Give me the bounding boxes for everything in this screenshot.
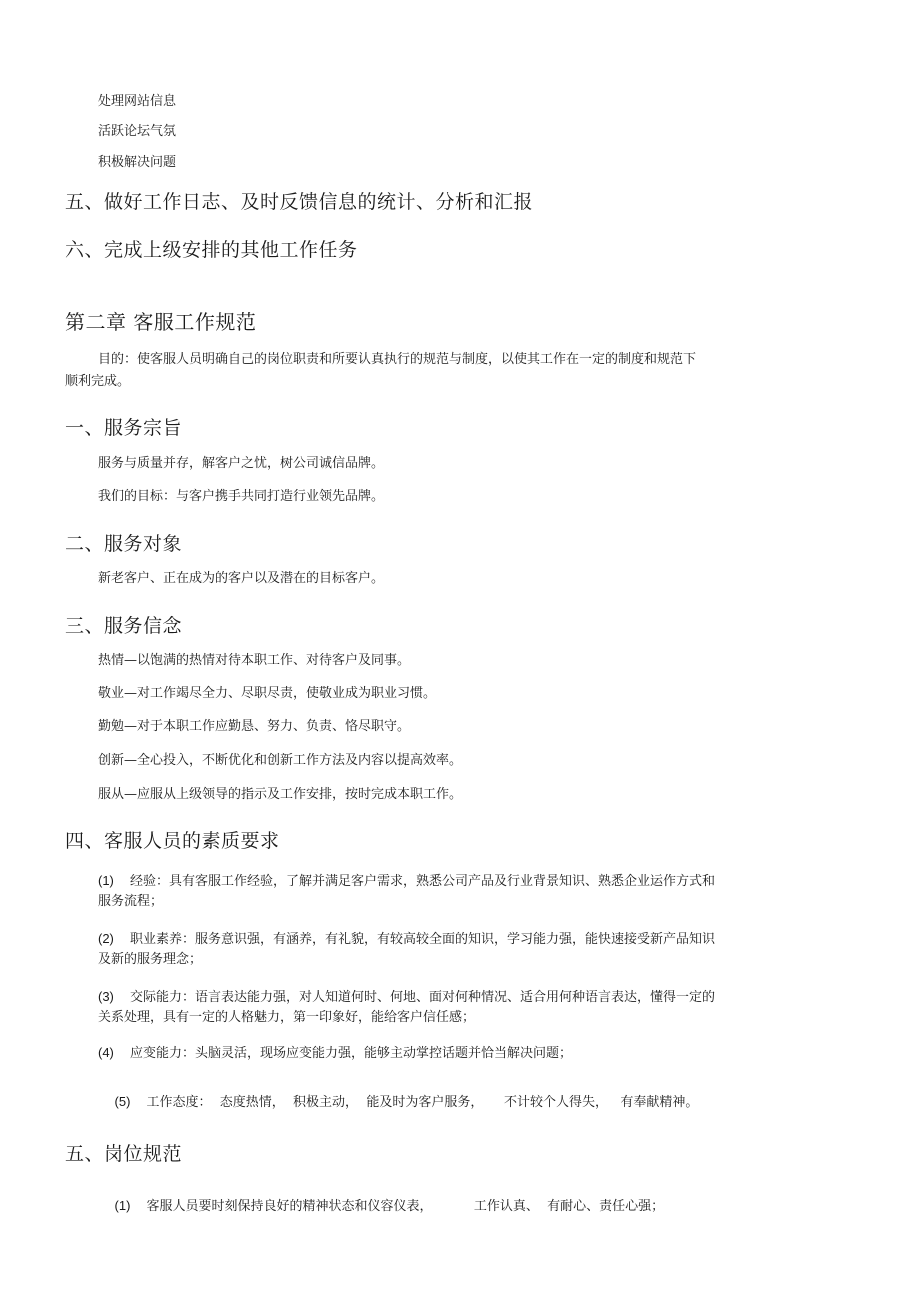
item-text: 交际能力：语言表达能力强，对人知道何时、何地、面对何种情况、适合用何种语言表达，懂得一定的: [130, 990, 716, 1005]
section-item: 新老客户、正在成为的客户以及潜在的目标客户。: [98, 571, 385, 586]
item-text: 应变能力：头脑灵活，现场应变能力强，能够主动掌控话题并恰当解决问题；: [130, 1046, 573, 1061]
item-number: (1): [98, 873, 114, 888]
purpose-line-2: 顺利完成。: [65, 374, 131, 389]
item-text: 职业素养：服务意识强，有涵养，有礼貌，有较高较全面的知识，学习能力强，能快速接受新产品知识: [130, 932, 716, 947]
belief-item: 热情—以饱满的热情对待本职工作、对待客户及同事。: [98, 653, 411, 668]
requirement-item-2: [98, 931, 715, 948]
belief-item: 敬业—对工作竭尽全力、尽职尽责，使敬业成为职业习惯。: [98, 686, 437, 701]
requirement-item-3-cont: 关系处理，具有一定的人格魅力，第一印象好，能给客户信任感；: [98, 1010, 476, 1025]
section-item: 服务与质量并存，解客户之忧，树公司诚信品牌。: [98, 456, 385, 471]
section-title-service-purpose: 一、服务宗旨: [65, 417, 183, 439]
belief-item: 创新—全心投入，不断优化和创新工作方法及内容以提高效率。: [98, 753, 463, 768]
requirement-item-3: [98, 989, 715, 1006]
belief-item: 勤勉—对于本职工作应勤恳、努力、负责、恪尽职守。: [98, 719, 411, 734]
requirement-item-1: [98, 873, 715, 890]
section-item: 我们的目标：与客户携手共同打造行业领先品牌。: [98, 489, 385, 504]
requirement-item-1-cont: 服务流程；: [98, 894, 164, 909]
item-number: (4): [98, 1045, 114, 1060]
duty-item: 处理网站信息: [98, 94, 177, 109]
requirement-item-5: [98, 1078, 698, 1127]
purpose-line-1: 目的：使客服人员明确自己的岗位职责和所要认真执行的规范与制度，以使其工作在一定的制度和规范下: [98, 352, 697, 367]
job-standard-item-1: [98, 1182, 664, 1231]
item-text: 经验：具有客服工作经验，了解并满足客户需求，熟悉公司产品及行业背景知识、熟悉企业运作方式和: [130, 874, 716, 889]
item-number: (5): [114, 1094, 131, 1109]
section-title-quality-requirements: 四、客服人员的素质要求: [65, 830, 280, 852]
requirement-item-4: [98, 1045, 572, 1062]
duty-heading-5: 五、做好工作日志、及时反馈信息的统计、分析和汇报: [65, 191, 534, 213]
duty-item: 活跃论坛气氛: [98, 124, 177, 139]
requirement-item-2-cont: 及新的服务理念；: [98, 952, 203, 967]
chapter-title: 第二章 客服工作规范: [65, 310, 257, 334]
duty-item: 积极解决问题: [98, 155, 177, 170]
item-number: (2): [98, 931, 114, 946]
item-number: (1): [114, 1198, 131, 1213]
section-title-service-target: 二、服务对象: [65, 533, 183, 555]
item-text: 工作态度： 态度热情， 积极主动， 能及时为客户服务， 不计较个人得失， 有奉献精神。: [146, 1095, 699, 1110]
section-title-service-belief: 三、服务信念: [65, 615, 183, 637]
belief-item: 服从—应服从上级领导的指示及工作安排，按时完成本职工作。: [98, 787, 463, 802]
item-text: 客服人员要时刻保持良好的精神状态和仪容仪表， 工作认真、 有耐心、责任心强；: [146, 1199, 665, 1214]
item-number: (3): [98, 989, 114, 1004]
section-title-job-standards: 五、岗位规范: [65, 1143, 183, 1165]
duty-heading-6: 六、完成上级安排的其他工作任务: [65, 239, 358, 261]
